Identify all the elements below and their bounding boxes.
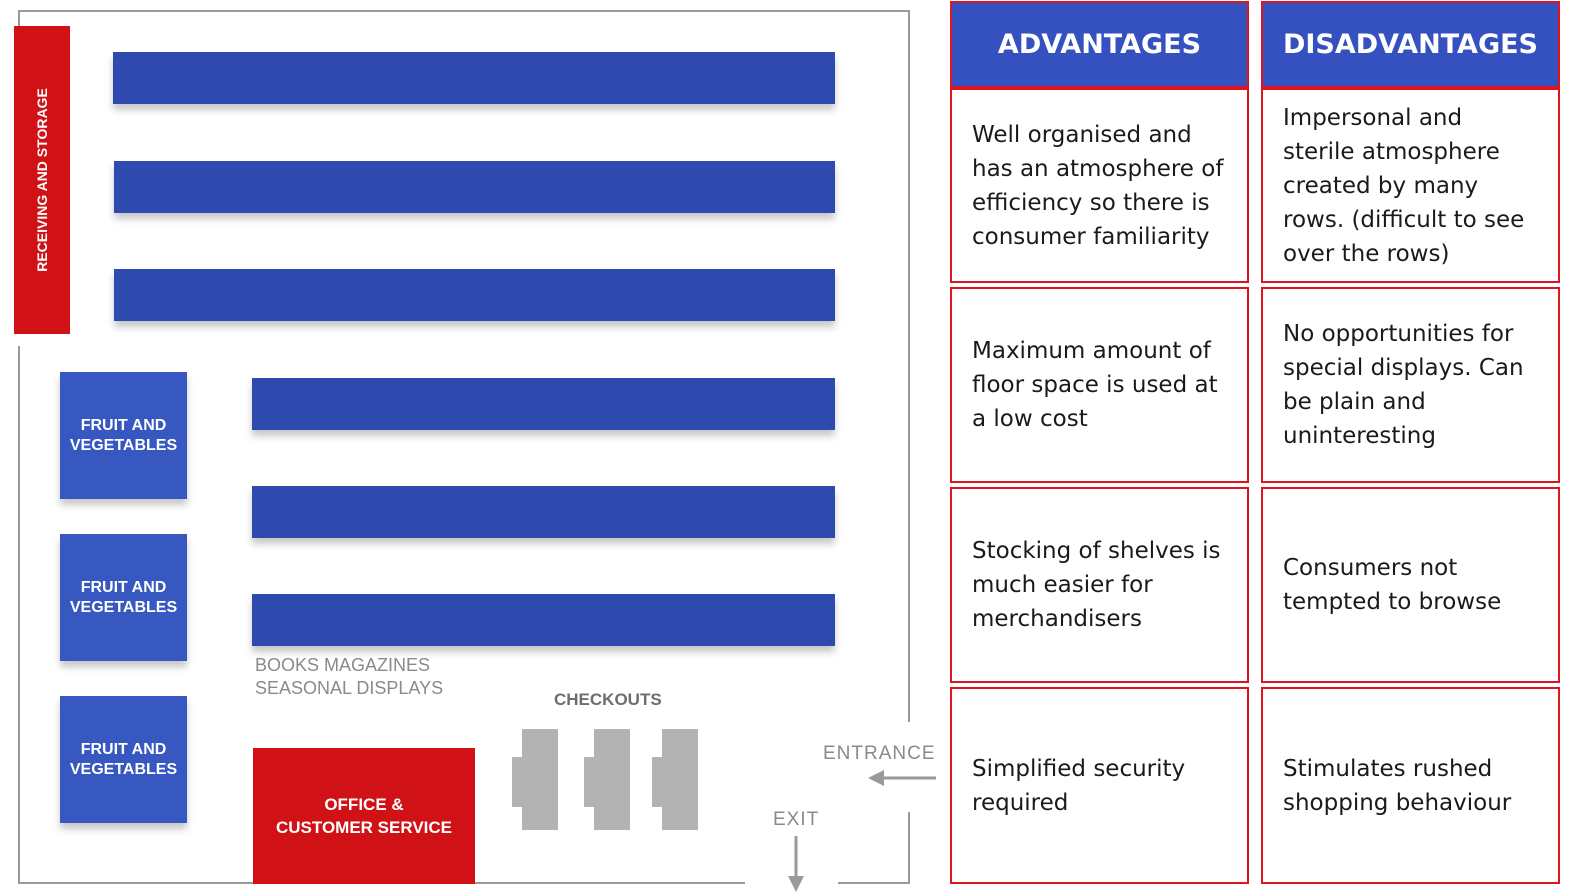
disadvantage-text: Impersonal and sterile atmosphere created by many rows. (difficult to see over the rows) (1283, 104, 1525, 267)
disadvantage-cell (1261, 487, 1560, 683)
disadvantage-text: No opportunities for special displays. Can be plain and uninteresting (1283, 321, 1524, 449)
shelf-aisle (114, 161, 835, 213)
wall-left (18, 10, 20, 26)
disadvantage-cell (1261, 287, 1560, 483)
disadvantage-text: Consumers not tempted to browse (1283, 555, 1502, 615)
wall-top (18, 10, 910, 12)
books-magazines-label (255, 654, 443, 700)
advantage-text: Maximum amount of floor space is used at a low cost (972, 338, 1218, 432)
receiving-storage-label: RECEIVING AND STORAGE (34, 88, 50, 272)
disadvantage-cell (1261, 88, 1560, 283)
office-label-line2: CUSTOMER SERVICE (275, 818, 453, 837)
checkout-counter-side (584, 757, 596, 807)
shelf-aisle (113, 52, 835, 104)
books-label-line1: BOOKS MAGAZINES (255, 655, 431, 675)
advantage-text: Simplified security required (972, 755, 1186, 816)
shelf-aisle (252, 486, 835, 538)
receiving-storage-area (14, 26, 70, 334)
checkout-counter-body (522, 729, 558, 830)
wall-bottom-right (838, 882, 910, 884)
disadvantage-text: Stimulates rushed shopping behaviour (1283, 755, 1512, 816)
office-customer-service (253, 748, 475, 884)
checkouts-label: CHECKOUTS (554, 690, 662, 709)
disadvantages-header (1261, 1, 1560, 88)
disadvantage-cell (1261, 687, 1560, 884)
produce-label: FRUIT AND VEGETABLES (69, 740, 178, 778)
wall-left-lower (18, 346, 20, 884)
shelf-aisle (252, 594, 835, 646)
entrance-label: ENTRANCE (823, 743, 936, 764)
advantage-cell (950, 487, 1249, 683)
advantages-header-label: ADVANTAGES (997, 28, 1202, 60)
wall-right-lower (908, 812, 910, 884)
exit-label: EXIT (773, 809, 820, 830)
produce-block (60, 534, 187, 661)
advantage-cell (950, 88, 1249, 283)
advantage-cell (950, 687, 1249, 884)
office-label-line1: OFFICE & (324, 795, 404, 814)
advantage-text: Stocking of shelves is much easier for merchandisers (972, 538, 1221, 632)
produce-block (60, 696, 187, 823)
books-label-line2: SEASONAL DISPLAYS (255, 678, 444, 698)
checkout-counter-side (652, 757, 664, 807)
advantage-text: Well organised and has an atmosphere of efficiency so there is consumer familiarity (972, 121, 1224, 250)
checkout-counter-side (512, 757, 524, 807)
produce-label: FRUIT AND VEGETABLES (69, 578, 178, 616)
advantage-cell (950, 287, 1249, 483)
shelf-aisle (114, 269, 835, 321)
advantages-disadvantages-table (950, 1, 1560, 886)
shelf-aisle (252, 378, 835, 430)
checkout-counter-body (594, 729, 630, 830)
disadvantages-header-label: DISADVANTAGES (1282, 28, 1539, 60)
entrance-arrow-icon (866, 766, 938, 790)
produce-block (60, 372, 187, 499)
produce-label: FRUIT AND VEGETABLES (69, 416, 178, 454)
advantages-header (950, 1, 1249, 88)
wall-right (908, 10, 910, 722)
checkout-counter-body (662, 729, 698, 830)
exit-arrow-icon (784, 834, 808, 894)
